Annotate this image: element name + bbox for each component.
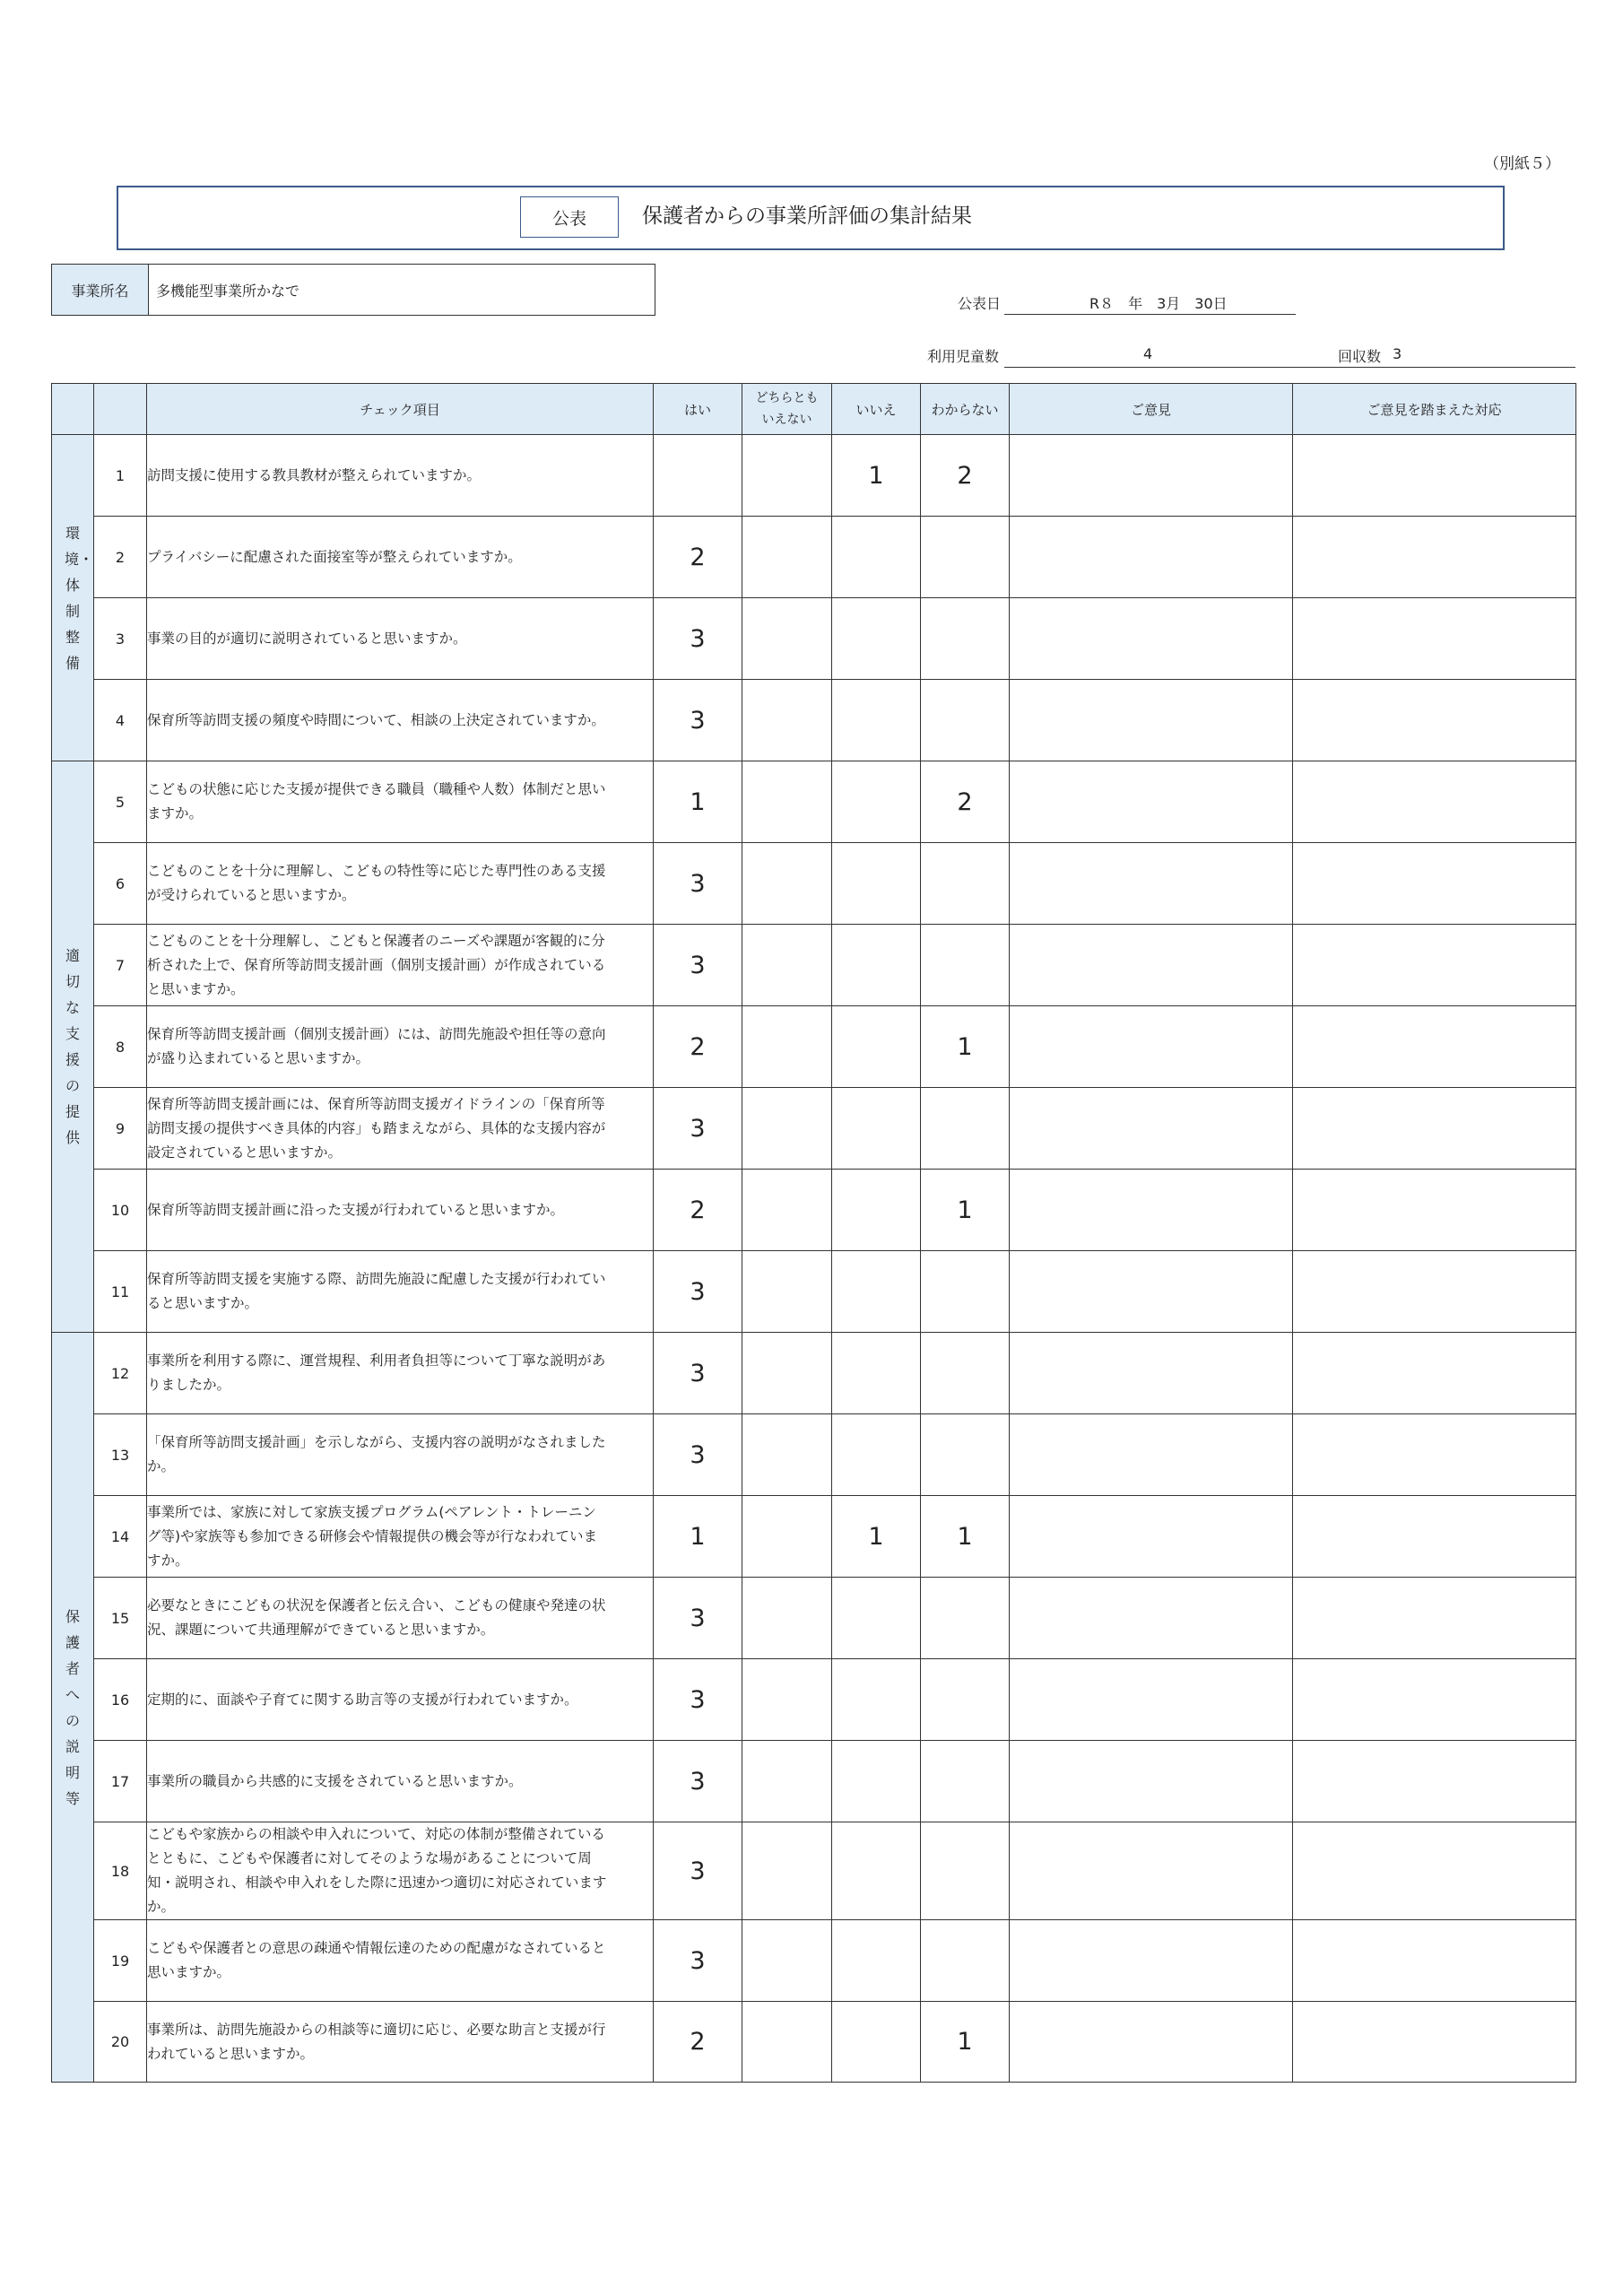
answer-no: [832, 1822, 921, 1920]
check-item-line: が盛り込まれていると思いますか。: [147, 1050, 370, 1066]
header-opinion: ご意見: [1010, 384, 1293, 435]
check-item-line: 保育所等訪問支援計画（個別支援計画）には、訪問先施設や担任等の意向: [147, 1026, 606, 1042]
row-number: 9: [94, 1088, 147, 1170]
answer-yes: 3: [654, 1659, 742, 1741]
check-item-line: 事業所の職員から共感的に支援をされていると思いますか。: [147, 1772, 523, 1789]
check-item-line: 事業所では、家族に対して家族支援プログラム(ペアレント・トレーニン: [147, 1503, 596, 1520]
check-item-line: 知・説明され、相談や申入れをした際に迅速かつ適切に対応されています: [147, 1874, 607, 1891]
header-number: [94, 384, 147, 435]
answer-no: [832, 761, 921, 843]
answer-unknown: 1: [921, 1496, 1010, 1578]
answer-neither: [742, 1741, 832, 1822]
page-title: 保護者からの事業所評価の集計結果: [642, 204, 972, 228]
answer-yes: 3: [654, 843, 742, 925]
answer-unknown: 1: [921, 1170, 1010, 1251]
check-item-text: [147, 1496, 654, 1578]
answer-yes: 3: [654, 680, 742, 761]
publication-date-underline: [1004, 314, 1296, 315]
table-row: [52, 680, 1576, 761]
answer-neither: [742, 843, 832, 925]
answer-neither: [742, 1006, 832, 1088]
answer-no: [832, 517, 921, 598]
answer-unknown: [921, 1741, 1010, 1822]
answer-no: [832, 1170, 921, 1251]
opinion-cell: [1010, 1920, 1293, 2002]
row-number: 12: [94, 1333, 147, 1414]
table-row: [52, 517, 1576, 598]
answer-no: [832, 1088, 921, 1170]
table-row: [52, 1496, 1576, 1578]
count-underline: [1004, 367, 1575, 368]
answer-unknown: [921, 1251, 1010, 1333]
check-item-text: [147, 761, 654, 843]
check-item-line: 必要なときにこどもの状況を保護者と伝え合い、こどもの健康や発達の状: [147, 1597, 606, 1613]
check-item-text: [147, 1578, 654, 1659]
answer-neither: [742, 598, 832, 680]
check-item-text: [147, 1659, 654, 1741]
response-cell: [1293, 680, 1576, 761]
row-number: 14: [94, 1496, 147, 1578]
opinion-cell: [1010, 1496, 1293, 1578]
opinion-cell: [1010, 925, 1293, 1006]
answer-yes: 2: [654, 2002, 742, 2083]
answer-yes: [654, 435, 742, 517]
answer-neither: [742, 1333, 832, 1414]
category-label: 適切な支援の提供: [65, 947, 80, 1146]
answer-unknown: 2: [921, 435, 1010, 517]
answer-unknown: [921, 925, 1010, 1006]
table-row: [52, 1741, 1576, 1822]
answer-unknown: [921, 843, 1010, 925]
row-number: 17: [94, 1741, 147, 1822]
answer-neither: [742, 1659, 832, 1741]
answer-yes: 3: [654, 1251, 742, 1333]
answer-no: [832, 1659, 921, 1741]
response-cell: [1293, 1088, 1576, 1170]
answer-neither: [742, 1920, 832, 2002]
opinion-cell: [1010, 1741, 1293, 1822]
opinion-cell: [1010, 843, 1293, 925]
answer-unknown: [921, 1578, 1010, 1659]
check-item-text: [147, 1822, 654, 1920]
check-item-line: 設定されていると思いますか。: [147, 1144, 343, 1161]
answer-unknown: [921, 517, 1010, 598]
evaluation-table: [51, 383, 1576, 2083]
table-row: [52, 1006, 1576, 1088]
row-number: 16: [94, 1659, 147, 1741]
check-item-text: [147, 598, 654, 680]
answer-yes: 2: [654, 517, 742, 598]
check-item-line: 保育所等訪問支援計画に沿った支援が行われていると思いますか。: [147, 1201, 565, 1218]
answer-no: [832, 925, 921, 1006]
check-item-text: [147, 1333, 654, 1414]
row-number: 19: [94, 1920, 147, 2002]
check-item-line: こどもの状態に応じた支援が提供できる職員（職種や人数）体制だと思い: [147, 781, 606, 797]
answer-no: 1: [832, 1496, 921, 1578]
opinion-cell: [1010, 680, 1293, 761]
publication-date-value: R８ 年 3月 30日: [1089, 295, 1228, 312]
check-item-text: [147, 1170, 654, 1251]
table-row: [52, 598, 1576, 680]
opinion-cell: [1010, 1578, 1293, 1659]
response-cell: [1293, 1333, 1576, 1414]
check-item-line: われていると思いますか。: [147, 2045, 315, 2062]
row-number: 11: [94, 1251, 147, 1333]
opinion-cell: [1010, 2002, 1293, 2083]
response-cell: [1293, 1170, 1576, 1251]
check-item-line: 事業所を利用する際に、運営規程、利用者負担等について丁寧な説明があ: [147, 1352, 606, 1369]
check-item-line: か。: [147, 1899, 176, 1915]
row-number: 4: [94, 680, 147, 761]
annex-label: （別紙５）: [1484, 155, 1560, 173]
response-cell: [1293, 2002, 1576, 2083]
answer-neither: [742, 1251, 832, 1333]
row-number: 1: [94, 435, 147, 517]
response-cell: [1293, 1741, 1576, 1822]
table-row: [52, 761, 1576, 843]
header-category: [52, 384, 94, 435]
opinion-cell: [1010, 761, 1293, 843]
response-cell: [1293, 435, 1576, 517]
table-row: [52, 1333, 1576, 1414]
answer-yes: 3: [654, 1088, 742, 1170]
table-row: [52, 1414, 1576, 1496]
answer-unknown: [921, 1088, 1010, 1170]
check-item-line: とともに、こどもや保護者に対してそのような場があることについて周: [147, 1850, 592, 1866]
response-count-value: 3: [1393, 345, 1402, 362]
header-neither-line2: いえない: [761, 413, 812, 427]
check-item-text: [147, 1920, 654, 2002]
row-number: 5: [94, 761, 147, 843]
row-number: 2: [94, 517, 147, 598]
opinion-cell: [1010, 435, 1293, 517]
check-item-line: こどもや保護者との意思の疎通や情報伝達のための配慮がなされていると: [147, 1940, 606, 1956]
answer-no: [832, 1414, 921, 1496]
row-number: 20: [94, 2002, 147, 2083]
answer-no: [832, 1920, 921, 2002]
response-cell: [1293, 1414, 1576, 1496]
answer-neither: [742, 1496, 832, 1578]
answer-neither: [742, 761, 832, 843]
opinion-cell: [1010, 517, 1293, 598]
table-row: [52, 1659, 1576, 1741]
check-item-line: 保育所等訪問支援を実施する際、訪問先施設に配慮した支援が行われてい: [147, 1271, 606, 1287]
answer-yes: 3: [654, 1741, 742, 1822]
answer-no: 1: [832, 435, 921, 517]
header-neither: [742, 384, 832, 435]
response-cell: [1293, 925, 1576, 1006]
answer-yes: 3: [654, 1414, 742, 1496]
check-item-line: グ等)や家族等も参加できる研修会や情報提供の機会等が行なわれていま: [147, 1527, 598, 1544]
response-cell: [1293, 598, 1576, 680]
check-item-line: 況、課題について共通理解ができていると思いますか。: [147, 1622, 495, 1638]
answer-no: [832, 598, 921, 680]
answer-neither: [742, 1414, 832, 1496]
check-item-text: [147, 1006, 654, 1088]
check-item-line: こどものことを十分に理解し、こどもの特性等に応じた専門性のある支援: [147, 863, 606, 879]
answer-unknown: [921, 598, 1010, 680]
header-row: [52, 384, 1576, 435]
answer-yes: 2: [654, 1006, 742, 1088]
answer-yes: 1: [654, 1496, 742, 1578]
category-cell: [52, 1333, 94, 2083]
category-cell: [52, 435, 94, 761]
table-row: [52, 843, 1576, 925]
answer-yes: 3: [654, 925, 742, 1006]
table-row: [52, 925, 1576, 1006]
check-item-line: 訪問支援に使用する教具教材が整えられていますか。: [147, 466, 482, 483]
answer-yes: 2: [654, 1170, 742, 1251]
answer-yes: 3: [654, 598, 742, 680]
check-item-line: 保育所等訪問支援計画には、保育所等訪問支援ガイドラインの「保育所等: [147, 1095, 605, 1112]
answer-yes: 3: [654, 1578, 742, 1659]
opinion-cell: [1010, 598, 1293, 680]
answer-yes: 3: [654, 1920, 742, 2002]
table-row: [52, 1251, 1576, 1333]
publication-date-label: 公表日: [958, 295, 1002, 312]
check-item-line: プライバシーに配慮された面接室等が整えられていますか。: [147, 548, 522, 565]
answer-unknown: [921, 1414, 1010, 1496]
row-number: 10: [94, 1170, 147, 1251]
header-unknown: わからない: [921, 384, 1010, 435]
answer-unknown: 1: [921, 1006, 1010, 1088]
response-cell: [1293, 761, 1576, 843]
response-cell: [1293, 1920, 1576, 2002]
response-cell: [1293, 517, 1576, 598]
answer-yes: 1: [654, 761, 742, 843]
check-item-line: こどものことを十分理解し、こどもと保護者のニーズや課題が客観的に分: [147, 932, 605, 949]
office-name: 多機能型事業所かなで: [156, 282, 300, 300]
table-row: [52, 1920, 1576, 2002]
opinion-cell: [1010, 1006, 1293, 1088]
category-cell: [52, 761, 94, 1333]
table-row: [52, 1170, 1576, 1251]
opinion-cell: [1010, 1170, 1293, 1251]
answer-unknown: [921, 1333, 1010, 1414]
check-item-line: 事業所は、訪問先施設からの相談等に適切に応じ、必要な助言と支援が行: [147, 2021, 606, 2038]
user-count-label: 利用児童数: [927, 348, 1000, 365]
check-item-text: [147, 2002, 654, 2083]
row-number: 13: [94, 1414, 147, 1496]
header-yes: はい: [654, 384, 742, 435]
answer-unknown: [921, 680, 1010, 761]
answer-neither: [742, 1822, 832, 1920]
category-label: 保護者への説明等: [65, 1607, 80, 1807]
check-item-line: 定期的に、面談や子育てに関する助言等の支援が行われていますか。: [147, 1691, 578, 1708]
answer-no: [832, 1578, 921, 1659]
check-item-text: [147, 435, 654, 517]
check-item-line: が受けられていると思いますか。: [147, 887, 356, 903]
check-item-line: 保育所等訪問支援の頻度や時間について、相談の上決定されていますか。: [147, 711, 605, 728]
response-cell: [1293, 1659, 1576, 1741]
check-item-line: 訪問支援の提供すべき具体的内容」も踏まえながら、具体的な支援内容が: [147, 1119, 606, 1136]
check-item-line: 「保育所等訪問支援計画」を示しながら、支援内容の説明がなされました: [147, 1434, 606, 1450]
header-no: いいえ: [832, 384, 921, 435]
answer-neither: [742, 1170, 832, 1251]
check-item-line: 事業の目的が適切に説明されていると思いますか。: [147, 630, 467, 647]
answer-unknown: [921, 1920, 1010, 2002]
check-item-text: [147, 843, 654, 925]
check-item-text: [147, 1414, 654, 1496]
answer-unknown: [921, 1822, 1010, 1920]
table-row: [52, 1088, 1576, 1170]
check-item-text: [147, 1251, 654, 1333]
check-item-line: こどもや家族からの相談や申入れについて、対応の体制が整備されている: [147, 1826, 605, 1842]
response-cell: [1293, 1822, 1576, 1920]
response-count-label: 回収数: [1338, 348, 1382, 365]
category-label: 環境・体制整備: [65, 524, 94, 672]
header-neither-line1: どちらとも: [755, 391, 819, 405]
answer-neither: [742, 435, 832, 517]
table-row: [52, 1578, 1576, 1659]
check-item-text: [147, 680, 654, 761]
check-item-line: と思いますか。: [147, 980, 245, 997]
response-cell: [1293, 1496, 1576, 1578]
check-item-line: ますか。: [147, 805, 204, 822]
row-number: 18: [94, 1822, 147, 1920]
opinion-cell: [1010, 1333, 1293, 1414]
answer-no: [832, 843, 921, 925]
answer-yes: 3: [654, 1333, 742, 1414]
answer-neither: [742, 1578, 832, 1659]
opinion-cell: [1010, 1251, 1293, 1333]
header-check-item: チェック項目: [147, 384, 654, 435]
answer-neither: [742, 1088, 832, 1170]
check-item-line: りましたか。: [147, 1377, 231, 1393]
answer-no: [832, 1741, 921, 1822]
check-item-line: ると思いますか。: [147, 1295, 259, 1311]
answer-unknown: 2: [921, 761, 1010, 843]
answer-unknown: [921, 1659, 1010, 1741]
check-item-text: [147, 925, 654, 1006]
check-item-line: 思いますか。: [147, 1964, 231, 1980]
answer-neither: [742, 2002, 832, 2083]
answer-neither: [742, 925, 832, 1006]
answer-neither: [742, 517, 832, 598]
row-number: 15: [94, 1578, 147, 1659]
table-row: [52, 435, 1576, 517]
check-item-line: か。: [147, 1458, 176, 1474]
public-badge: 公表: [520, 196, 619, 238]
response-cell: [1293, 843, 1576, 925]
header-response: ご意見を踏まえた対応: [1293, 384, 1576, 435]
answer-unknown: 1: [921, 2002, 1010, 2083]
office-label: 事業所名: [52, 265, 149, 315]
response-cell: [1293, 1006, 1576, 1088]
opinion-cell: [1010, 1659, 1293, 1741]
response-cell: [1293, 1251, 1576, 1333]
check-item-line: すか。: [147, 1552, 189, 1569]
row-number: 6: [94, 843, 147, 925]
row-number: 3: [94, 598, 147, 680]
opinion-cell: [1010, 1414, 1293, 1496]
check-item-text: [147, 517, 654, 598]
row-number: 8: [94, 1006, 147, 1088]
table-row: [52, 1822, 1576, 1920]
answer-no: [832, 2002, 921, 2083]
opinion-cell: [1010, 1088, 1293, 1170]
office-box: [51, 264, 655, 316]
check-item-line: 析された上で、保育所等訪問支援計画（個別支援計画）が作成されている: [147, 956, 606, 973]
check-item-text: [147, 1741, 654, 1822]
check-item-text: [147, 1088, 654, 1170]
answer-no: [832, 1251, 921, 1333]
answer-no: [832, 1333, 921, 1414]
answer-yes: 3: [654, 1822, 742, 1920]
response-cell: [1293, 1578, 1576, 1659]
answer-no: [832, 1006, 921, 1088]
answer-neither: [742, 680, 832, 761]
row-number: 7: [94, 925, 147, 1006]
user-count-value: 4: [1143, 345, 1153, 362]
opinion-cell: [1010, 1822, 1293, 1920]
table-row: [52, 2002, 1576, 2083]
answer-no: [832, 680, 921, 761]
